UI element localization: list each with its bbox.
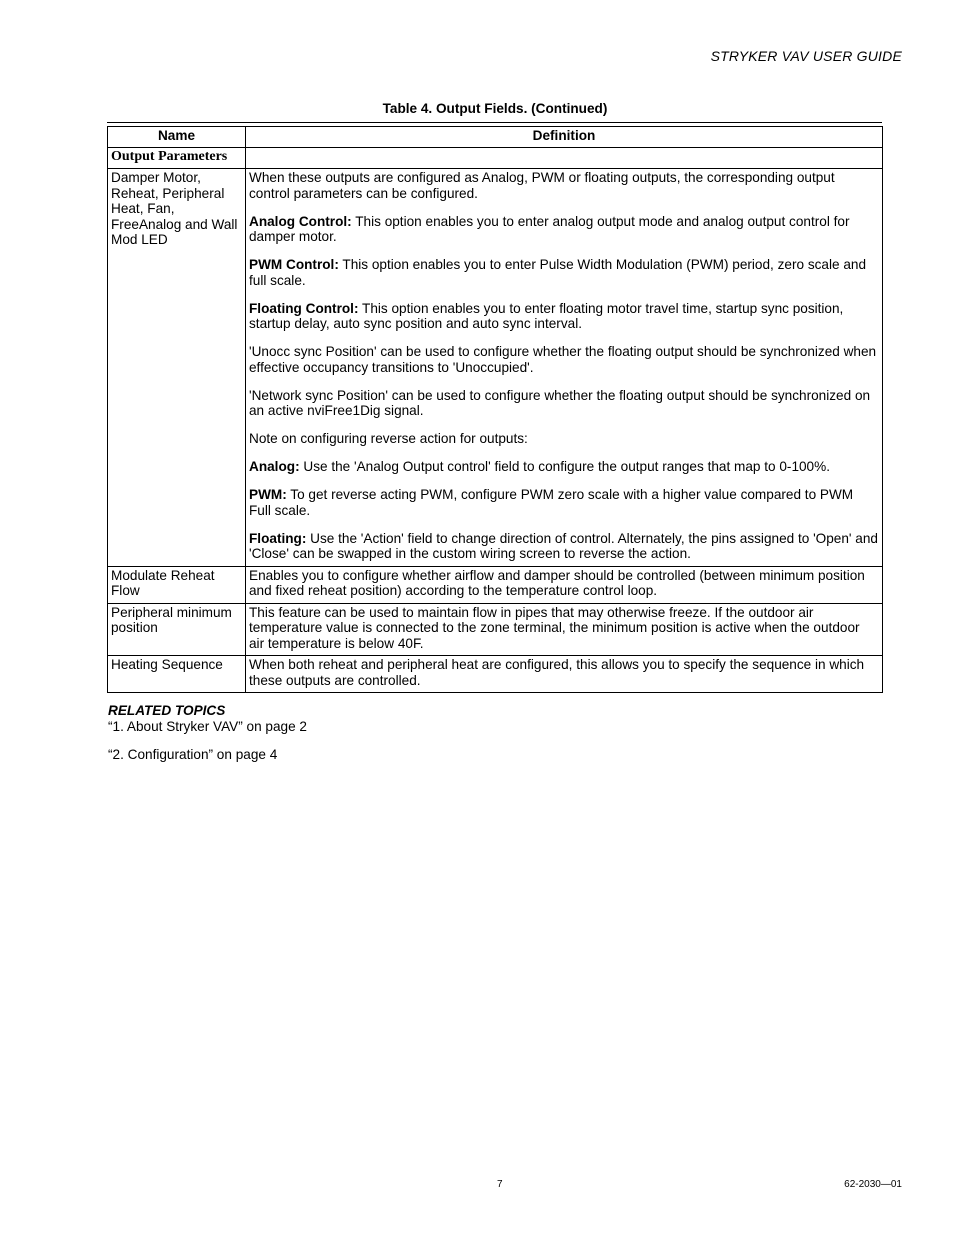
definition-text: Use the 'Action' field to change direction of control. Alternately, the pins assigned to 'Open' and 'Close' can be swapped in the custom wiring screen to reverse the action. bbox=[249, 530, 878, 561]
definition-text: 'Network sync Position' can be used to configure whether the floating output should be synchronized on an active nviFree1Dig signal. bbox=[249, 387, 871, 418]
definition-text: This option enables you to enter Pulse Width Modulation (PWM) period, zero scale and full scale. bbox=[249, 257, 867, 288]
definition-lead: Analog: bbox=[249, 459, 300, 474]
page-number: 7 bbox=[497, 1179, 503, 1190]
field-name: Heating Sequence bbox=[108, 656, 246, 693]
document-number: 62-2030—01 bbox=[844, 1179, 902, 1190]
definition-paragraph bbox=[249, 257, 878, 288]
definition-lead: PWM Control: bbox=[249, 257, 339, 272]
field-definition bbox=[246, 603, 883, 656]
definition-text: This option enables you to enter floating motor travel time, startup sync position, startup delay, auto sync position and auto sync interval. bbox=[249, 300, 844, 331]
field-definition bbox=[246, 566, 883, 603]
table-caption: Table 4. Output Fields. (Continued) bbox=[382, 101, 608, 116]
field-name: Peripheral minimum position bbox=[108, 603, 246, 656]
running-header: STRYKER VAV USER GUIDE bbox=[710, 48, 902, 64]
definition-text: When these outputs are configured as Analog, PWM or floating outputs, the corresponding output control parameters can be configured. bbox=[249, 170, 835, 201]
definition-paragraph bbox=[249, 605, 878, 652]
definition-text: To get reverse acting PWM, configure PWM zero scale with a higher value compared to PWM Full scale. bbox=[249, 487, 854, 518]
definition-lead: Floating: bbox=[249, 530, 307, 546]
section-title: Output Parameters bbox=[108, 147, 246, 169]
definition-text: Note on configuring reverse action for outputs: bbox=[249, 431, 528, 446]
field-definition bbox=[246, 656, 883, 693]
definition-paragraph bbox=[249, 459, 878, 475]
section-row bbox=[108, 147, 883, 169]
definition-lead: Analog Control: bbox=[249, 213, 352, 229]
definition-text: Enables you to configure whether airflow and damper should be controlled (between minimum position and fixed reheat position) according to the temperature control loop. bbox=[249, 567, 865, 598]
related-topic-link[interactable]: “1. About Stryker VAV” on page 2 bbox=[108, 719, 307, 734]
table-header-row bbox=[108, 127, 883, 148]
related-topics-title: RELATED TOPICS bbox=[108, 703, 226, 718]
definition-paragraph bbox=[249, 301, 878, 332]
related-topic-link[interactable]: “2. Configuration” on page 4 bbox=[108, 747, 278, 762]
definition-paragraph bbox=[249, 568, 878, 599]
definition-paragraph bbox=[249, 214, 878, 245]
definition-text: When both reheat and peripheral heat are configured, this allows you to specify the sequence in which these outputs are controlled. bbox=[249, 657, 865, 688]
field-name: Modulate Reheat Flow bbox=[108, 566, 246, 603]
definition-paragraph bbox=[249, 344, 878, 375]
definition-paragraph bbox=[249, 388, 878, 419]
definition-text: 'Unocc sync Position' can be used to configure whether the floating output should be synchronized when effective occupancy transitions to 'Unoccupied'. bbox=[249, 344, 877, 375]
field-definition bbox=[246, 169, 883, 567]
table-row bbox=[108, 169, 883, 567]
definition-text: Use the 'Analog Output control' field to configure the output ranges that map to 0-100%. bbox=[299, 459, 830, 474]
definition-paragraph bbox=[249, 170, 878, 201]
section-blank-cell bbox=[246, 147, 883, 169]
definition-lead: PWM: bbox=[249, 487, 287, 502]
definition-text: This option enables you to enter analog output mode and analog output control for damper motor. bbox=[249, 213, 850, 244]
definition-paragraph bbox=[249, 487, 878, 518]
definition-text: This feature can be used to maintain flow in pipes that may otherwise freeze. If the outdoor air temperature value is connected to the zone terminal, the minimum position is active when the outdoor air temperature is below 40F. bbox=[249, 604, 860, 651]
definition-paragraph bbox=[249, 657, 878, 688]
definition-paragraph bbox=[249, 531, 878, 562]
column-header-definition: Definition bbox=[246, 127, 883, 148]
definition-lead: Floating Control: bbox=[249, 300, 359, 316]
table-row bbox=[108, 603, 883, 656]
table-row bbox=[108, 566, 883, 603]
column-header-name: Name bbox=[108, 127, 246, 148]
table-row bbox=[108, 656, 883, 693]
related-topics bbox=[108, 703, 608, 775]
field-name: Damper Motor, Reheat, Peripheral Heat, Fan, FreeAnalog and Wall Mod LED bbox=[108, 169, 246, 567]
output-fields-table-wrap bbox=[107, 122, 882, 693]
definition-paragraph bbox=[249, 431, 878, 447]
output-fields-table bbox=[107, 126, 883, 693]
